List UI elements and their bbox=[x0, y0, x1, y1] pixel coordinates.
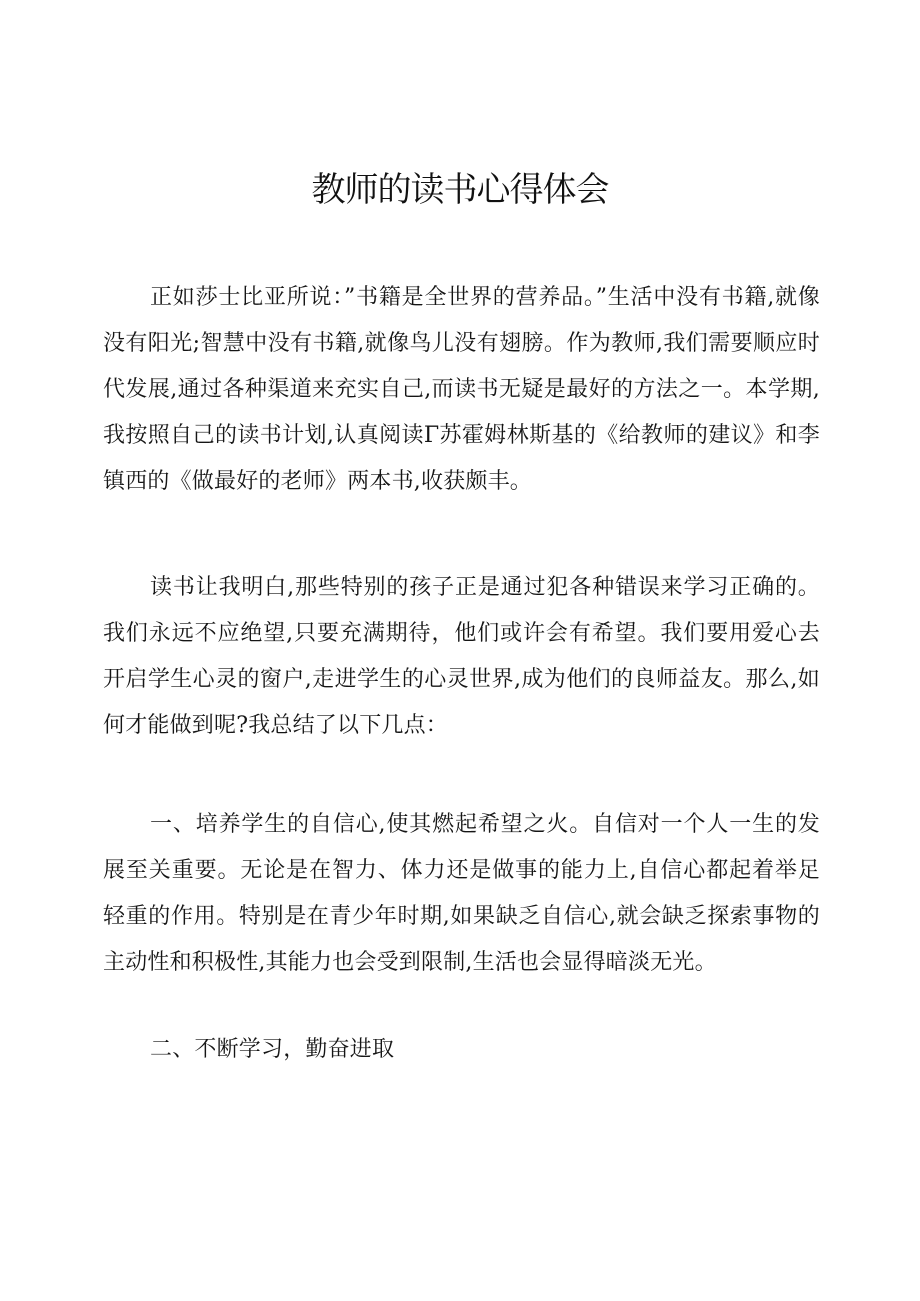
paragraph-point-two-heading: 二、不断学习，勤奋进取 bbox=[150, 1037, 395, 1062]
paragraph-point-one: 一、培养学生的自信心,使其燃起希望之火。自信对一个人一生的发展至关重要。无论是在智力、体力还是做事的能力上,自信心都起着举足轻重的作用。特别是在青少年时期,如果缺乏自信心,就会缺乏探索事物的主动性和积极性,其能力也会受到限制,生活也会显得暗淡无光。 bbox=[103, 812, 820, 975]
paragraph-intro: 正如莎士比亚所说：”书籍是全世界的营养品。”生活中没有书籍,就像没有阳光;智慧中没有书籍,就像鸟儿没有翅膀。作为教师,我们需要顺应时代发展,通过各种渠道来充实自己,而读书无疑是最好的方法之一。本学期,我按照自己的读书计划,认真阅读Γ苏霍姆林斯基的《给教师的建议》和李镇西的《做最好的老师》两本书,收获颇丰。 bbox=[103, 285, 820, 494]
document-title: 教师的读书心得体会 bbox=[311, 170, 609, 210]
paragraph-reading-insight: 读书让我明白,那些特别的孩子正是通过犯各种错误来学习正确的。我们永远不应绝望,只要充满期待，他们或许会有希望。我们要用爱心去开启学生心灵的窗户,走进学生的心灵世界,成为他们的良师益友。那么,如何才能做到呢?我总结了以下几点： bbox=[103, 575, 820, 738]
